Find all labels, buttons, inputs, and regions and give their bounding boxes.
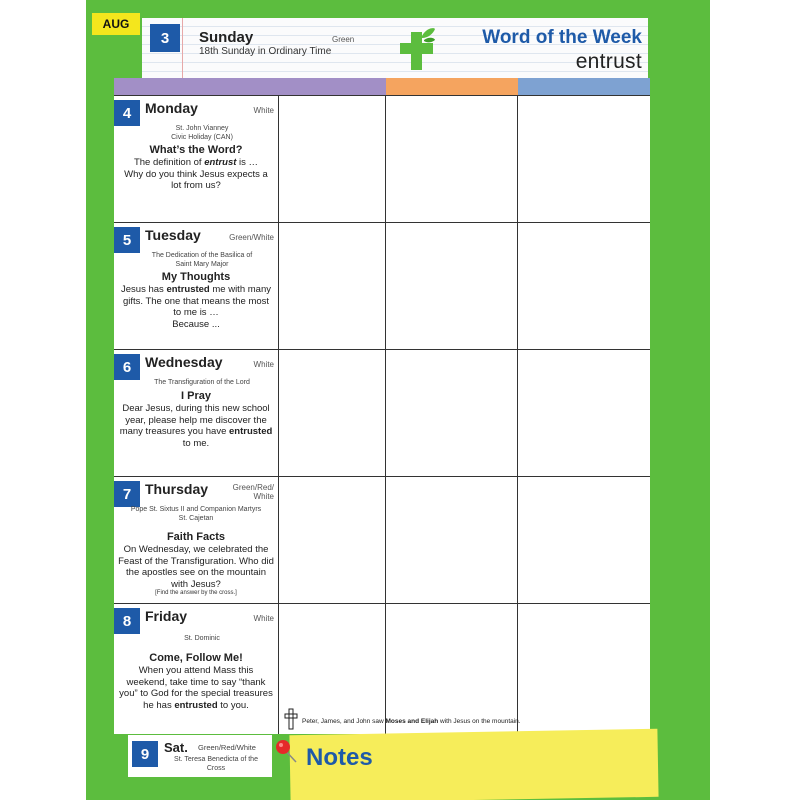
word-of-week-title: Word of the Week <box>482 27 642 48</box>
feast: Pope St. Sixtus II and Companion Martyrs St. Cajetan <box>130 506 262 522</box>
liturgical-color: White <box>253 360 274 369</box>
color-bar-purple <box>114 78 386 95</box>
day-name: Monday <box>145 100 198 116</box>
hint-note: [Find the answer by the cross.] <box>155 590 237 596</box>
day-name: Friday <box>145 608 188 624</box>
grid-col-line <box>278 95 279 734</box>
section-body: The definition of entrust is … Why do you think Jesus expects a lot from us? <box>124 157 268 191</box>
sunday-liturgical-color: Green <box>332 35 355 44</box>
section-heading: I Pray <box>181 390 211 402</box>
feast: St. Dominic <box>184 635 220 642</box>
feast: The Transfiguration of the Lord <box>154 379 250 386</box>
section-body: When you attend Mass this weekend, take time to say “thank you” to God for the special treasures he has entrusted to you. <box>119 665 273 711</box>
day-monday <box>114 96 278 222</box>
feast: St. John Vianney Civic Holiday (CAN) <box>171 125 233 141</box>
sunday-observance: 18th Sunday in Ordinary Time <box>199 46 332 57</box>
push-pin-icon <box>274 738 300 766</box>
week-grid <box>114 78 650 734</box>
day-name: Sat. <box>164 740 188 755</box>
liturgical-color: White <box>253 106 274 115</box>
section-body: Jesus has entrusted me with many gifts. The one that means the most to me is … Because ... <box>121 284 271 330</box>
liturgical-color: Green/Red/ White <box>232 483 274 501</box>
day-wednesday <box>114 350 278 476</box>
section-heading: What’s the Word? <box>149 144 243 156</box>
cross-icon <box>284 708 298 730</box>
paper-margin-line <box>182 18 183 78</box>
feast: The Dedication of the Basilica of Saint Mary Major <box>151 252 253 268</box>
word-of-week-word: entrust <box>575 50 642 73</box>
section-heading: Faith Facts <box>166 531 226 543</box>
month-tab: AUG <box>92 13 140 35</box>
feast: St. Teresa Benedicta of the Cross <box>174 756 258 772</box>
day-thursday <box>114 477 278 603</box>
liturgical-color: White <box>253 614 274 623</box>
day-name: Thursday <box>145 481 209 497</box>
grid-col-line <box>385 95 386 734</box>
section-heading: My Thoughts <box>161 271 231 283</box>
day-name: Wednesday <box>145 354 223 370</box>
grid-col-line <box>517 95 518 734</box>
sunday-number: 3 <box>150 24 180 52</box>
section-body: Dear Jesus, during this new school year, please help me discover the many treasures you have entrusted to me. <box>119 403 273 449</box>
day-number: 4 <box>114 100 140 126</box>
section-heading: Come, Follow Me! <box>149 652 243 664</box>
section-body: On Wednesday, we celebrated the Feast of the Transfiguration. Who did the apostles see on the mountain with Jesus? <box>118 544 274 590</box>
day-friday <box>114 604 278 734</box>
color-bar-blue <box>518 78 650 95</box>
color-bar-orange <box>386 78 518 95</box>
day-number: 9 <box>132 741 158 767</box>
sunday-header <box>142 18 648 78</box>
day-name: Tuesday <box>145 227 201 243</box>
day-number: 6 <box>114 354 140 380</box>
liturgical-color: Green/Red/White <box>198 743 256 752</box>
day-number: 5 <box>114 227 140 253</box>
answer-text: Peter, James, and John saw Moses and Elijah with Jesus on the mountain. <box>302 718 521 725</box>
day-tuesday <box>114 223 278 349</box>
day-number: 7 <box>114 481 140 507</box>
liturgical-color: Green/White <box>229 233 274 242</box>
sunday-name: Sunday <box>199 29 254 46</box>
cross-leaf-icon <box>398 26 436 72</box>
day-number: 8 <box>114 608 140 634</box>
notes-title: Notes <box>306 744 373 771</box>
day-saturday <box>128 735 272 777</box>
